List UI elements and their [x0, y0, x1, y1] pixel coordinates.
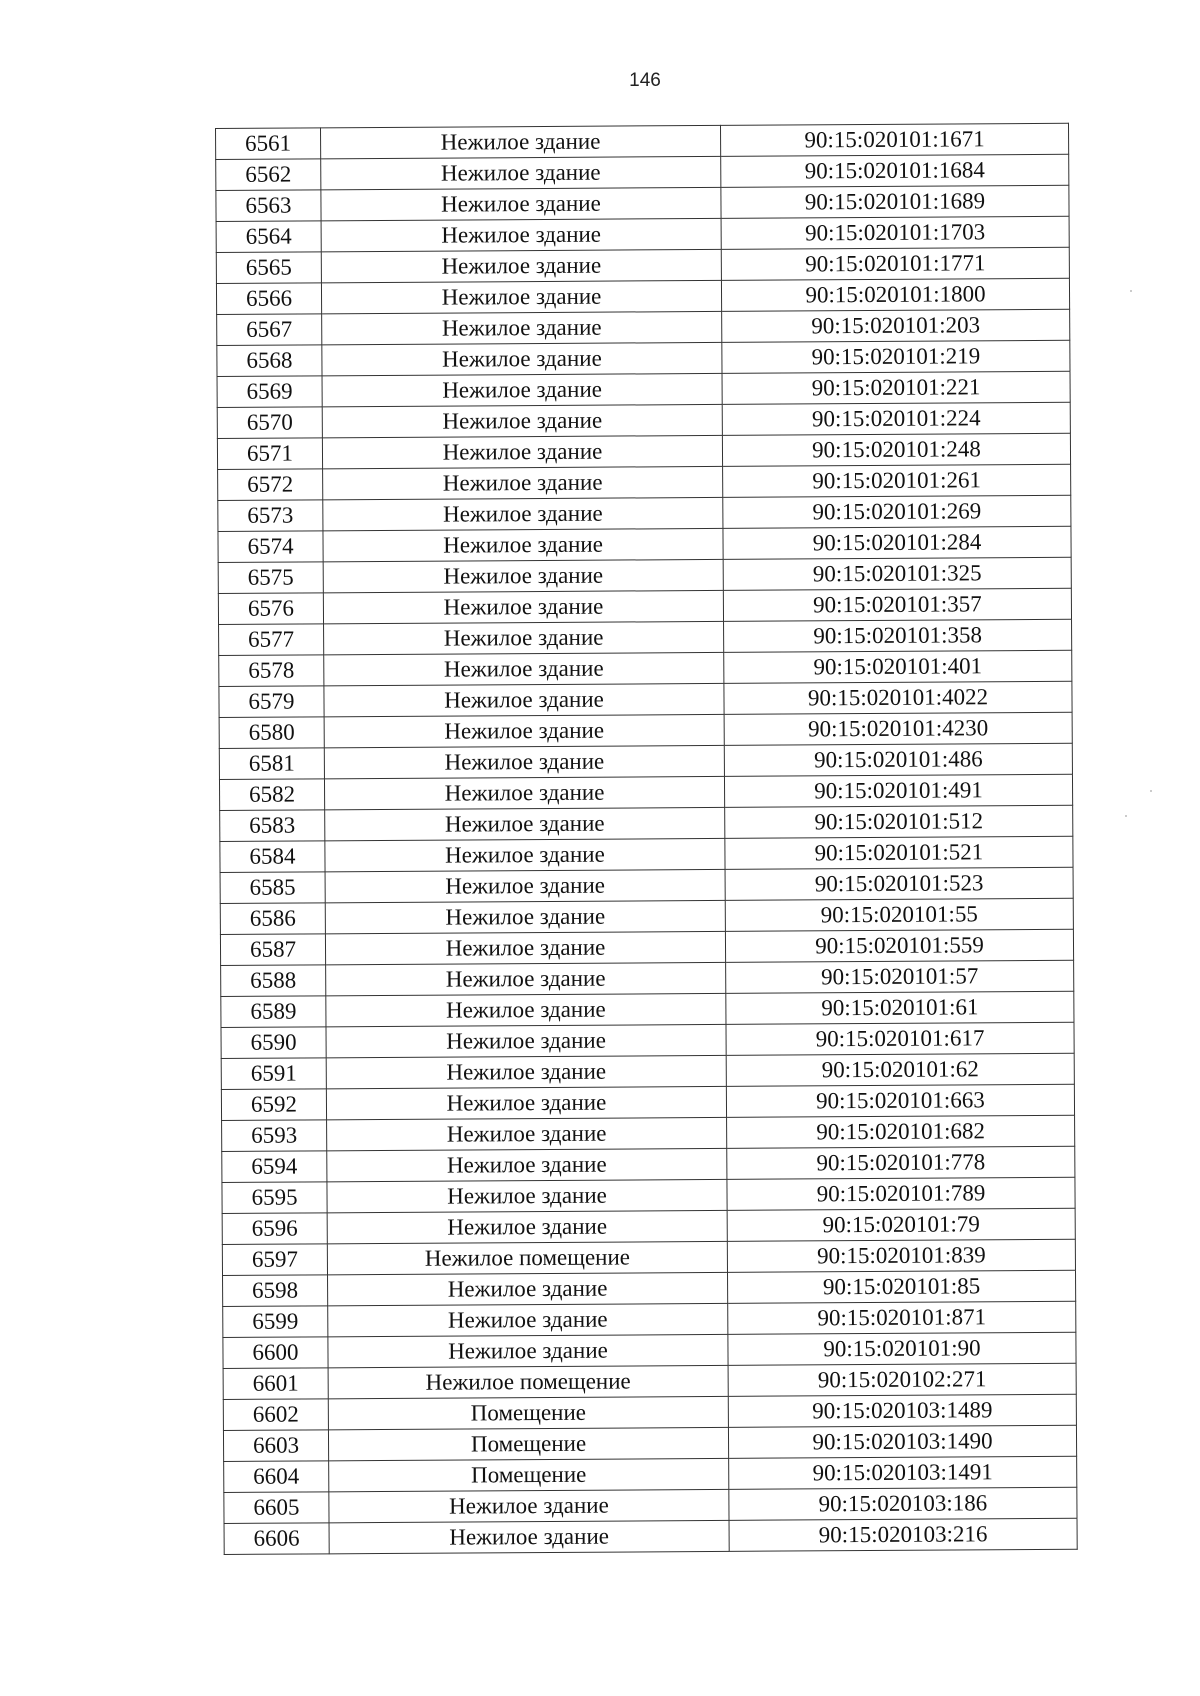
- row-number-cell: 6604: [224, 1461, 329, 1493]
- table-row: [224, 1518, 1077, 1554]
- table-row: [224, 1456, 1077, 1492]
- table-row: [220, 898, 1073, 934]
- row-number-cell: 6580: [219, 717, 324, 749]
- property-table: [215, 123, 1078, 1555]
- table-row: [223, 1270, 1076, 1306]
- row-number-cell: 6588: [221, 965, 326, 997]
- cadastral-number-cell: 90:15:020101:491: [724, 774, 1072, 807]
- object-name-cell: Нежилое здание: [321, 156, 721, 189]
- table-row: [218, 495, 1071, 531]
- object-name-cell: Нежилое помещение: [327, 1241, 727, 1274]
- row-number-cell: 6568: [217, 345, 322, 377]
- cadastral-number-cell: 90:15:020103:1489: [728, 1394, 1076, 1427]
- object-name-cell: Нежилое здание: [322, 311, 722, 344]
- cadastral-number-cell: 90:15:020101:221: [722, 371, 1070, 404]
- row-number-cell: 6566: [216, 283, 321, 315]
- row-number-cell: 6574: [218, 531, 323, 563]
- object-name-cell: Нежилое здание: [323, 590, 723, 623]
- row-number-cell: 6597: [222, 1244, 327, 1276]
- row-number-cell: 6596: [222, 1213, 327, 1245]
- cadastral-number-cell: 90:15:020101:55: [725, 898, 1073, 931]
- cadastral-number-cell: 90:15:020101:224: [722, 402, 1070, 435]
- row-number-cell: 6592: [221, 1089, 326, 1121]
- row-number-cell: 6603: [223, 1430, 328, 1462]
- row-number-cell: 6578: [219, 655, 324, 687]
- scan-speck: [1150, 790, 1152, 792]
- table-row: [218, 464, 1071, 500]
- cadastral-number-cell: 90:15:020101:839: [727, 1239, 1075, 1272]
- object-name-cell: Нежилое здание: [324, 683, 724, 716]
- table-row: [219, 743, 1072, 779]
- table-row: [216, 278, 1069, 314]
- row-number-cell: 6583: [220, 810, 325, 842]
- table-row: [221, 1053, 1074, 1089]
- table-row: [216, 216, 1069, 252]
- row-number-cell: 6587: [220, 934, 325, 966]
- table-row: [220, 929, 1073, 965]
- table-row: [218, 526, 1071, 562]
- cadastral-number-cell: 90:15:020101:57: [726, 960, 1074, 993]
- row-number-cell: 6565: [216, 252, 321, 284]
- row-number-cell: 6584: [220, 841, 325, 873]
- row-number-cell: 6585: [220, 872, 325, 904]
- object-name-cell: Нежилое здание: [325, 931, 725, 964]
- object-name-cell: Нежилое помещение: [328, 1365, 728, 1398]
- object-name-cell: Нежилое здание: [326, 1055, 726, 1088]
- cadastral-number-cell: 90:15:020101:401: [724, 650, 1072, 683]
- cadastral-number-cell: 90:15:020101:61: [726, 991, 1074, 1024]
- object-name-cell: Нежилое здание: [324, 776, 724, 809]
- cadastral-number-cell: 90:15:020101:521: [725, 836, 1073, 869]
- object-name-cell: Нежилое здание: [321, 249, 721, 282]
- row-number-cell: 6582: [219, 779, 324, 811]
- table-row: [216, 154, 1069, 190]
- object-name-cell: Нежилое здание: [326, 1024, 726, 1057]
- cadastral-number-cell: 90:15:020101:325: [723, 557, 1071, 590]
- table-row: [219, 712, 1072, 748]
- object-name-cell: Нежилое здание: [327, 1148, 727, 1181]
- cadastral-number-cell: 90:15:020101:512: [725, 805, 1073, 838]
- cadastral-number-cell: 90:15:020102:271: [728, 1363, 1076, 1396]
- table-row: [220, 836, 1073, 872]
- object-name-cell: Нежилое здание: [328, 1303, 728, 1336]
- row-number-cell: 6572: [218, 469, 323, 501]
- cadastral-number-cell: 90:15:020101:871: [728, 1301, 1076, 1334]
- row-number-cell: 6601: [223, 1368, 328, 1400]
- cadastral-number-cell: 90:15:020101:1703: [721, 216, 1069, 249]
- row-number-cell: 6581: [219, 748, 324, 780]
- row-number-cell: 6575: [218, 562, 323, 594]
- object-name-cell: Нежилое здание: [323, 497, 723, 530]
- table-row: [216, 185, 1069, 221]
- object-name-cell: Нежилое здание: [327, 1117, 727, 1150]
- table-row: [223, 1425, 1076, 1461]
- object-name-cell: Нежилое здание: [325, 807, 725, 840]
- cadastral-number-cell: 90:15:020101:486: [724, 743, 1072, 776]
- object-name-cell: Нежилое здание: [322, 342, 722, 375]
- row-number-cell: 6586: [220, 903, 325, 935]
- row-number-cell: 6598: [223, 1275, 328, 1307]
- table-row: [222, 1177, 1075, 1213]
- table-row: [219, 619, 1072, 655]
- cadastral-number-cell: 90:15:020101:79: [727, 1208, 1075, 1241]
- row-number-cell: 6589: [221, 996, 326, 1028]
- object-name-cell: Нежилое здание: [321, 280, 721, 313]
- row-number-cell: 6594: [222, 1151, 327, 1183]
- cadastral-number-cell: 90:15:020103:186: [729, 1487, 1077, 1520]
- object-name-cell: Нежилое здание: [323, 559, 723, 592]
- cadastral-number-cell: 90:15:020101:1689: [721, 185, 1069, 218]
- cadastral-number-cell: 90:15:020101:1771: [721, 247, 1069, 280]
- row-number-cell: 6605: [224, 1492, 329, 1524]
- cadastral-number-cell: 90:15:020101:261: [723, 464, 1071, 497]
- object-name-cell: Нежилое здание: [325, 869, 725, 902]
- row-number-cell: 6576: [218, 593, 323, 625]
- row-number-cell: 6599: [223, 1306, 328, 1338]
- table-row: [222, 1115, 1075, 1151]
- cadastral-number-cell: 90:15:020101:1800: [721, 278, 1069, 311]
- object-name-cell: Нежилое здание: [327, 1210, 727, 1243]
- cadastral-number-cell: 90:15:020101:559: [725, 929, 1073, 962]
- table-row: [223, 1394, 1076, 1430]
- row-number-cell: 6591: [221, 1058, 326, 1090]
- object-name-cell: Нежилое здание: [323, 528, 723, 561]
- table-row: [217, 402, 1070, 438]
- cadastral-number-cell: 90:15:020101:90: [728, 1332, 1076, 1365]
- cadastral-number-cell: 90:15:020101:4230: [724, 712, 1072, 745]
- object-name-cell: Нежилое здание: [324, 714, 724, 747]
- table-row: [217, 309, 1070, 345]
- table-row: [216, 123, 1069, 159]
- scan-speck: [1130, 290, 1132, 292]
- row-number-cell: 6600: [223, 1337, 328, 1369]
- table-row: [222, 1146, 1075, 1182]
- table-row: [217, 433, 1070, 469]
- scan-speck: [1125, 815, 1127, 817]
- cadastral-number-cell: 90:15:020101:1671: [720, 123, 1068, 156]
- object-name-cell: Нежилое здание: [324, 745, 724, 778]
- table-row: [223, 1332, 1076, 1368]
- table-row: [224, 1487, 1077, 1523]
- cadastral-number-cell: 90:15:020103:216: [729, 1518, 1077, 1551]
- object-name-cell: Нежилое здание: [327, 1179, 727, 1212]
- table-row: [221, 991, 1074, 1027]
- table-row: [221, 1084, 1074, 1120]
- table-row: [222, 1208, 1075, 1244]
- cadastral-number-cell: 90:15:020101:778: [727, 1146, 1075, 1179]
- row-number-cell: 6593: [222, 1120, 327, 1152]
- page-number: 146: [629, 70, 661, 91]
- object-name-cell: Нежилое здание: [328, 1272, 728, 1305]
- object-name-cell: Помещение: [328, 1427, 728, 1460]
- cadastral-number-cell: 90:15:020101:4022: [724, 681, 1072, 714]
- row-number-cell: 6573: [218, 500, 323, 532]
- cadastral-number-cell: 90:15:020103:1491: [729, 1456, 1077, 1489]
- row-number-cell: 6563: [216, 190, 321, 222]
- table-row: [219, 681, 1072, 717]
- object-name-cell: Помещение: [328, 1396, 728, 1429]
- table-row: [223, 1301, 1076, 1337]
- row-number-cell: 6590: [221, 1027, 326, 1059]
- table-row: [220, 867, 1073, 903]
- object-name-cell: Нежилое здание: [321, 218, 721, 251]
- table-row: [221, 960, 1074, 996]
- object-name-cell: Помещение: [329, 1458, 729, 1491]
- row-number-cell: 6561: [216, 128, 321, 160]
- object-name-cell: Нежилое здание: [326, 962, 726, 995]
- table-row: [216, 247, 1069, 283]
- table-row: [217, 371, 1070, 407]
- cadastral-number-cell: 90:15:020101:219: [722, 340, 1070, 373]
- object-name-cell: Нежилое здание: [324, 621, 724, 654]
- row-number-cell: 6606: [224, 1523, 329, 1555]
- table-row: [219, 774, 1072, 810]
- table-row: [220, 805, 1073, 841]
- row-number-cell: 6595: [222, 1182, 327, 1214]
- cadastral-number-cell: 90:15:020103:1490: [728, 1425, 1076, 1458]
- table-row: [223, 1363, 1076, 1399]
- row-number-cell: 6577: [219, 624, 324, 656]
- cadastral-number-cell: 90:15:020101:357: [723, 588, 1071, 621]
- cadastral-number-cell: 90:15:020101:62: [726, 1053, 1074, 1086]
- object-name-cell: Нежилое здание: [328, 1334, 728, 1367]
- object-name-cell: Нежилое здание: [322, 373, 722, 406]
- cadastral-number-cell: 90:15:020101:663: [726, 1084, 1074, 1117]
- cadastral-number-cell: 90:15:020101:789: [727, 1177, 1075, 1210]
- table-row: [218, 588, 1071, 624]
- cadastral-number-cell: 90:15:020101:1684: [721, 154, 1069, 187]
- table-row: [219, 650, 1072, 686]
- cadastral-number-cell: 90:15:020101:248: [722, 433, 1070, 466]
- table-row: [222, 1239, 1075, 1275]
- object-name-cell: Нежилое здание: [329, 1520, 729, 1553]
- row-number-cell: 6564: [216, 221, 321, 253]
- row-number-cell: 6567: [217, 314, 322, 346]
- row-number-cell: 6571: [217, 438, 322, 470]
- cadastral-number-cell: 90:15:020101:203: [722, 309, 1070, 342]
- cadastral-number-cell: 90:15:020101:617: [726, 1022, 1074, 1055]
- row-number-cell: 6570: [217, 407, 322, 439]
- object-name-cell: Нежилое здание: [322, 435, 722, 468]
- table-row: [221, 1022, 1074, 1058]
- object-name-cell: Нежилое здание: [325, 900, 725, 933]
- object-name-cell: Нежилое здание: [322, 404, 722, 437]
- object-name-cell: Нежилое здание: [321, 125, 721, 158]
- row-number-cell: 6562: [216, 159, 321, 191]
- row-number-cell: 6579: [219, 686, 324, 718]
- object-name-cell: Нежилое здание: [321, 187, 721, 220]
- table-row: [218, 557, 1071, 593]
- table-row: [217, 340, 1070, 376]
- cadastral-number-cell: 90:15:020101:284: [723, 526, 1071, 559]
- cadastral-number-cell: 90:15:020101:682: [727, 1115, 1075, 1148]
- object-name-cell: Нежилое здание: [323, 466, 723, 499]
- cadastral-number-cell: 90:15:020101:523: [725, 867, 1073, 900]
- cadastral-number-cell: 90:15:020101:358: [724, 619, 1072, 652]
- cadastral-number-cell: 90:15:020101:85: [728, 1270, 1076, 1303]
- object-name-cell: Нежилое здание: [329, 1489, 729, 1522]
- cadastral-number-cell: 90:15:020101:269: [723, 495, 1071, 528]
- object-name-cell: Нежилое здание: [324, 652, 724, 685]
- object-name-cell: Нежилое здание: [326, 1086, 726, 1119]
- row-number-cell: 6569: [217, 376, 322, 408]
- row-number-cell: 6602: [223, 1399, 328, 1431]
- object-name-cell: Нежилое здание: [326, 993, 726, 1026]
- table-body: [216, 123, 1078, 1554]
- object-name-cell: Нежилое здание: [325, 838, 725, 871]
